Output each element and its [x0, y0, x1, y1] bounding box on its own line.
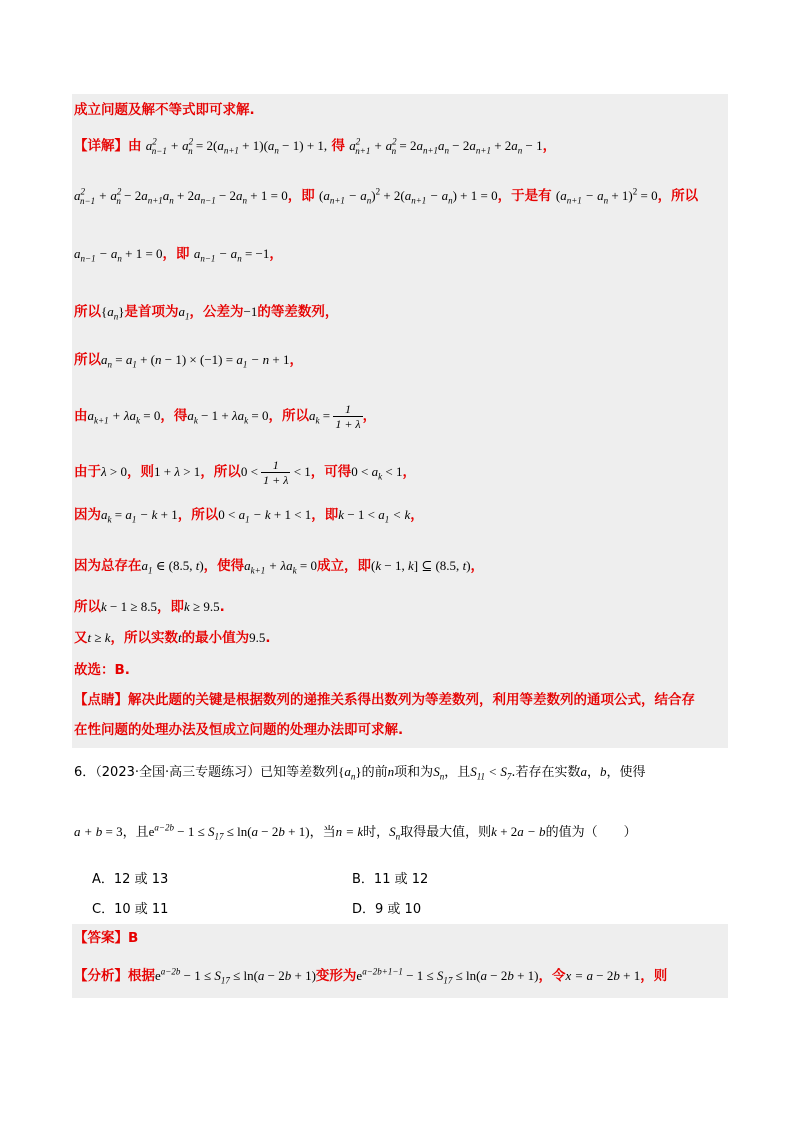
solution-line-10: 因为总存在$a_1$ ∈ (8.5, t)，使得$a_{k+1} + \lambda a_k = 0$成立，即(k − 1, k] ⊆ (8.5, t)，	[74, 558, 485, 576]
formula: $a_{n-1} - a_n = -1$	[193, 246, 270, 264]
solution-line-1: 成立问题及解不等式即可求解.	[74, 102, 255, 118]
formula: $a_k$ =	[308, 408, 331, 426]
answer-value: B	[128, 930, 139, 946]
solution-line-3: $a^2_{n-1} + a^2_n - 2a_{n+1}a_n + 2a_{n-1} - 2a_n + 1 = 0$，即 $(a_{n+1} - a_n)^2 + 2(a_{n+1} - a_n) + 1 = 0$，于是有 $(a_{n+1} - a_n + 1)^2 = 0$，所以	[74, 186, 699, 206]
option-b[interactable]: B．11 或 12	[352, 872, 429, 887]
solution-line-11: 所以k − 1 ≥ 8.5，即k ≥ 9.5.	[74, 599, 225, 615]
formula: $a_{n-1} - a_n + 1 = 0$	[74, 246, 163, 264]
comment-tag: 【点睛】	[74, 692, 128, 708]
answer-tag: 【答案】	[74, 930, 128, 946]
option-a[interactable]: A．12 或 13	[92, 872, 169, 887]
answer-line	[74, 928, 138, 948]
solution-line-8: 由于λ > 0，则1 + λ > 1，所以0 < $\frac{1}{1 + \lambda}$ < 1，可得$0 < a_k < 1$，	[74, 458, 416, 487]
problem-number: 6．	[74, 765, 96, 780]
fraction: $\frac{1}{1 + \lambda}$	[335, 402, 361, 431]
comment-line-1: 【点睛】解决此题的关键是根据数列的递推关系得出数列为等差数列，利用等差数列的通项公式，结合存	[74, 692, 695, 708]
answer-background	[72, 924, 728, 998]
solution-line-6: 所以$a_n = a_1 + (n - 1) \times (-1) = a_1 - n + 1$，	[74, 352, 303, 370]
analysis-line: 【分析】根据$e^{a-2b} - 1 \le S_{17} \le \ln(a - 2b + 1)$变形为$e^{a-2b+1-1} - 1 \le S_{17} \le \ln(a - 2b + 1)$，令x = a − 2b + 1，则	[74, 966, 668, 986]
problem-source: （2023·全国·高三专题练习）	[95, 765, 261, 780]
problem-line-2: a + b = 3，且$e^{a-2b} - 1 \le S_{17} \le \ln(a - 2b + 1)$，当n = k时，$S_n$取得最大值，则k + 2a − b的值为（ ）	[74, 822, 637, 842]
solution-line-2: 【详解】由 $a^2_{n-1} + a^2_n = 2(a_{n+1} + 1)(a_n - 1) + 1$, 得 $a^2_{n+1} + a^2_n = 2a_{n+1}a_n - 2a_{n+1} + 2a_n - 1$，	[74, 136, 557, 156]
option-d[interactable]: D．9 或 10	[352, 902, 422, 917]
formula: $a_k - 1 + \lambda a_k = 0$	[187, 408, 269, 426]
solution-line-4: $a_{n-1} - a_n + 1 = 0$，即 $a_{n-1} - a_n = -1$，	[74, 246, 283, 264]
solution-line-12: 又t ≥ k，所以实数t的最小值为9.5.	[74, 630, 271, 646]
formula: $a_{k+1} + \lambda a_k = 0$	[87, 408, 161, 426]
solution-line-7: 由$a_{k+1} + \lambda a_k = 0$，得$a_k - 1 + \lambda a_k = 0$，所以$a_k$ = $\frac{1}{1 + \lambda}$ ，	[74, 402, 377, 431]
formula: $(a_{n+1} - a_n + 1)^2 = 0$	[555, 186, 658, 206]
formula: $a^2_{n-1} + a^2_n = 2(a_{n+1} + 1)(a_n - 1) + 1$,	[145, 136, 328, 156]
problem-line-1: 6．（2023·全国·高三专题练习）已知等差数列$\{a_n\}$的前n项和为$S_n$，且$S_{11} < S_7$.若存在实数a，b，使得	[74, 764, 646, 782]
formula: $a^2_{n+1} + a^2_n = 2a_{n+1}a_n - 2a_{n+1} + 2a_n - 1$	[349, 136, 543, 156]
detail-tag: 【详解】	[74, 138, 128, 154]
fraction: $\frac{1}{1 + \lambda}$	[263, 458, 289, 487]
solution-line-9: 因为$a_k = a_1 - k + 1$，所以$0 < a_1 - k + 1 < 1$，即$k - 1 < a_1 < k$，	[74, 507, 424, 525]
formula: $(a_{n+1} - a_n)^2 + 2(a_{n+1} - a_n) + 1 = 0$	[319, 186, 498, 206]
option-c[interactable]: C．10 或 11	[92, 902, 169, 917]
analysis-tag: 【分析】	[74, 968, 128, 984]
comment-line-2: 在性问题的处理办法及恒成立问题的处理办法即可求解.	[74, 722, 404, 738]
solution-line-5: 所以$\{a_n\}$是首项为$a_1$，公差为−1的等差数列，	[74, 304, 339, 322]
formula: $a^2_{n-1} + a^2_n - 2a_{n+1}a_n + 2a_{n-1} - 2a_n + 1 = 0$	[74, 186, 288, 206]
solution-line-13: 故选：B.	[74, 662, 130, 678]
formula: $a_n = a_1 + (n - 1) \times (-1) = a_1 - n + 1$	[101, 352, 290, 370]
